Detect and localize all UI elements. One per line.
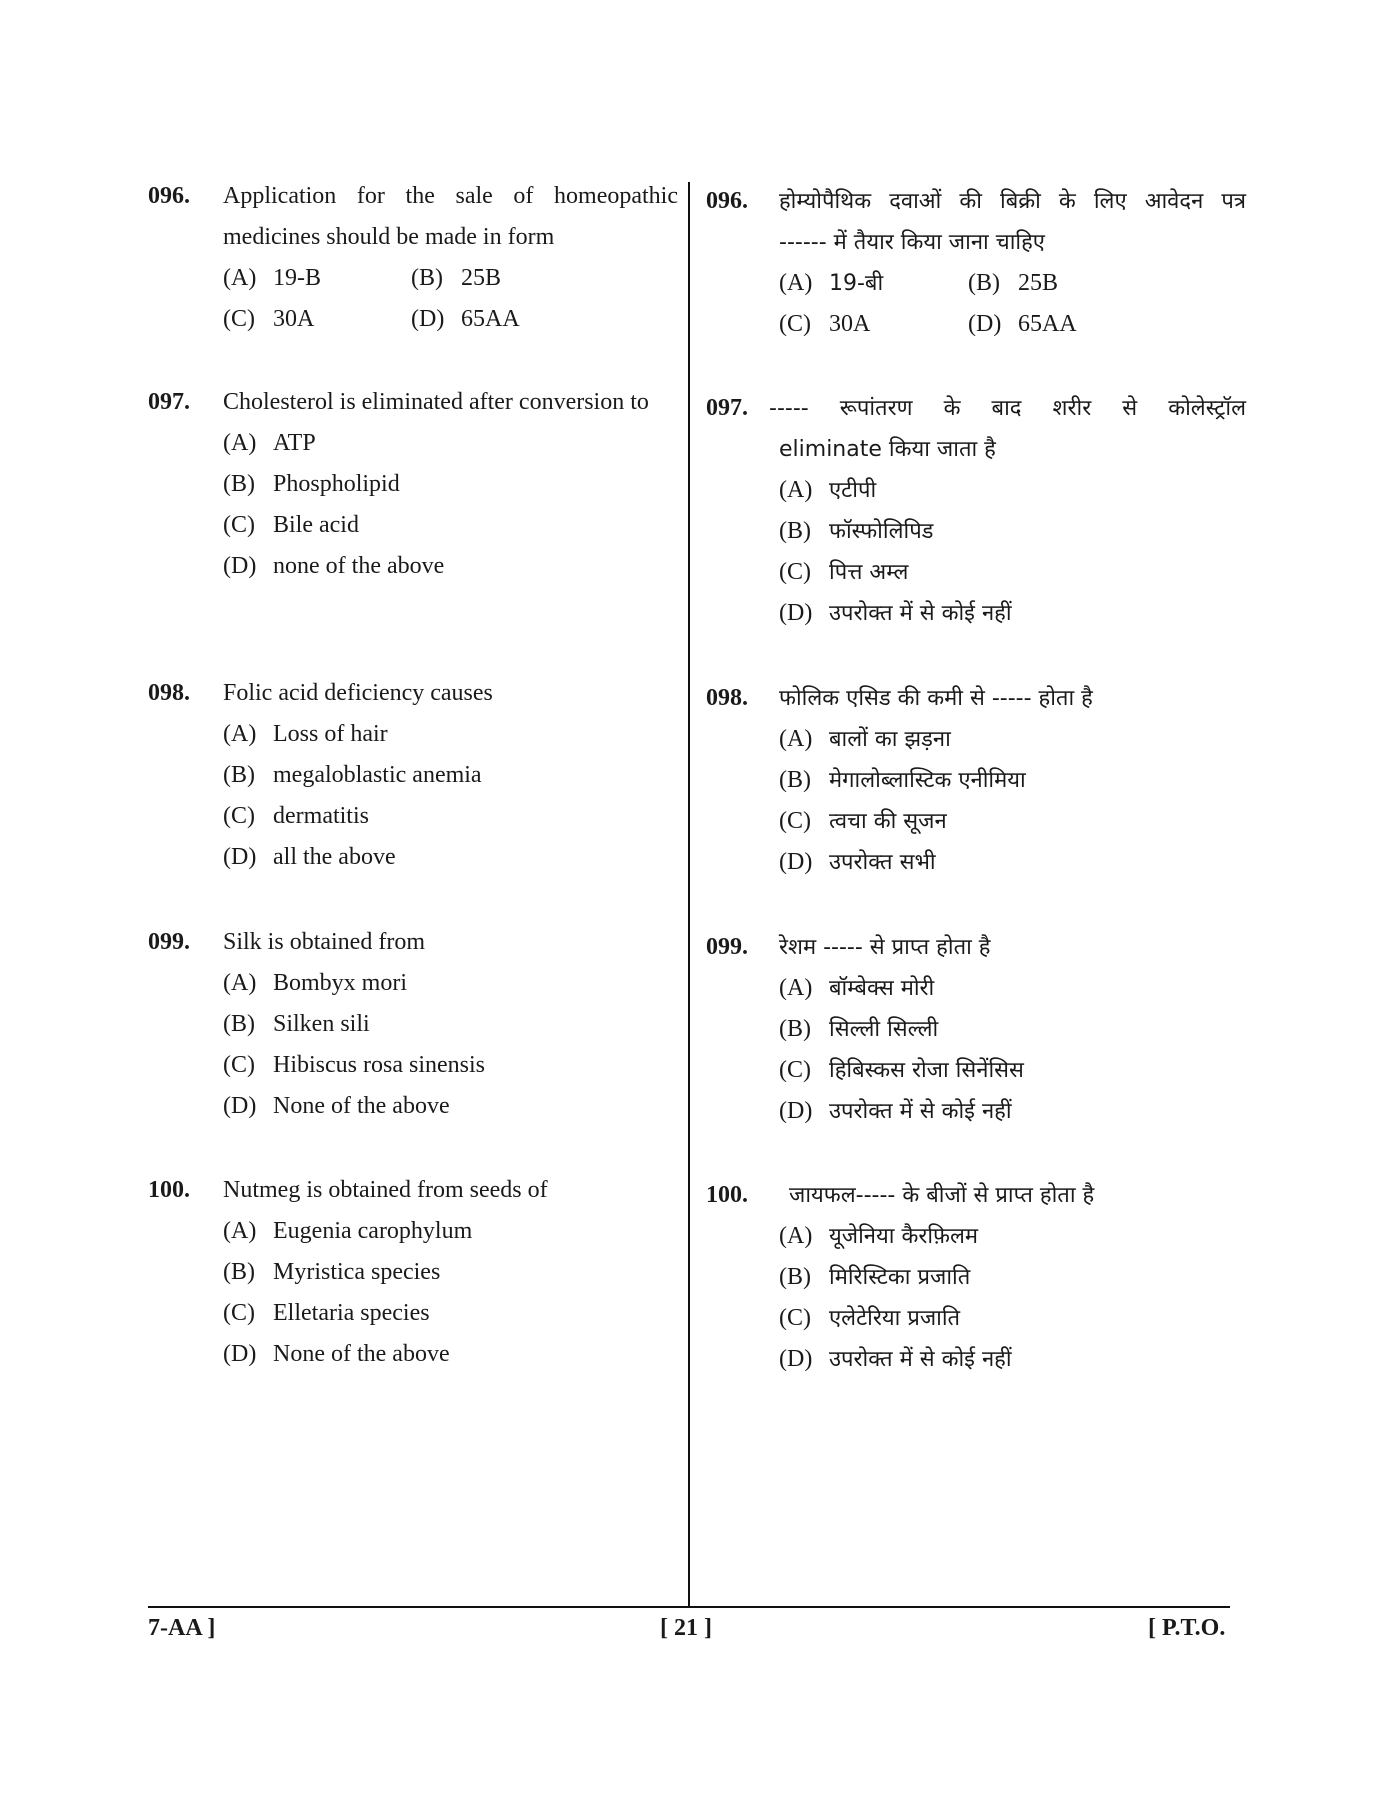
- option-d: (D) None of the above: [223, 1341, 450, 1367]
- option-d: (D) उपरोक्त में से कोई नहीं: [779, 1098, 1012, 1124]
- question-text: eliminate किया जाता है: [779, 437, 996, 462]
- option-d: (D) उपरोक्त सभी: [779, 849, 936, 875]
- option-a: (A) 19-B: [223, 265, 321, 291]
- option-c: (C) 30A: [779, 311, 871, 337]
- question-number: 099.: [706, 934, 748, 960]
- option-c: (C) Hibiscus rosa sinensis: [223, 1052, 485, 1078]
- option-c: (C) dermatitis: [223, 803, 369, 829]
- question-text: जायफल----- के बीजों से प्राप्त होता है: [789, 1183, 1095, 1208]
- option-b: (B) मेगालोब्लास्टिक एनीमिया: [779, 767, 1026, 793]
- option-d: (D) none of the above: [223, 553, 445, 579]
- question-text: Nutmeg is obtained from seeds of: [223, 1177, 548, 1203]
- option-d: (D) all the above: [223, 844, 396, 870]
- option-b: (B) Silken sili: [223, 1011, 370, 1037]
- booklet-code: 7-AA ]: [148, 1615, 216, 1641]
- question-text: रेशम ----- से प्राप्त होता है: [779, 935, 991, 960]
- option-a: (A) Bombyx mori: [223, 970, 408, 996]
- option-c: (C) त्वचा की सूजन: [779, 808, 947, 834]
- question-text: medicines should be made in form: [223, 224, 555, 250]
- question-text: होम्योपैथिक दवाओं की बिक्री के लिए आवेदन पत्र: [779, 189, 1246, 214]
- option-c: (C) पित्त अम्ल: [779, 559, 909, 585]
- question-number: 098.: [706, 685, 748, 711]
- question-number: 099.: [148, 929, 190, 955]
- option-c: (C) Elletaria species: [223, 1300, 430, 1326]
- option-b: (B) मिरिस्टिका प्रजाति: [779, 1264, 971, 1290]
- question-number: 100.: [706, 1182, 748, 1208]
- option-a: (A) बालों का झड़ना: [779, 726, 951, 752]
- question-text: Application for the sale of homeopathic: [223, 183, 678, 209]
- option-b: (B) 25B: [968, 270, 1059, 296]
- question-number: 096.: [148, 183, 190, 209]
- question-number: 100.: [148, 1177, 190, 1203]
- option-d: (D) उपरोक्त में से कोई नहीं: [779, 600, 1012, 626]
- option-a: (A) Eugenia carophylum: [223, 1218, 473, 1244]
- option-c: (C) एलेटेरिया प्रजाति: [779, 1305, 961, 1331]
- option-a: (A) एटीपी: [779, 477, 877, 503]
- question-text: Folic acid deficiency causes: [223, 680, 493, 706]
- option-a: (A) बॉम्बेक्स मोरी: [779, 975, 935, 1001]
- option-d: (D) None of the above: [223, 1093, 450, 1119]
- option-a: (A) Loss of hair: [223, 721, 388, 747]
- option-d: (D) 65AA: [968, 311, 1077, 337]
- option-c: (C) 30A: [223, 306, 315, 332]
- option-a: (A) 19-बी: [779, 270, 884, 296]
- question-text: Silk is obtained from: [223, 929, 425, 955]
- pto-label: [ P.T.O.: [1148, 1615, 1226, 1641]
- question-number: 096.: [706, 188, 748, 214]
- question-text: फोलिक एसिड की कमी से ----- होता है: [779, 686, 1093, 711]
- option-b: (B) फॉस्फोलिपिड: [779, 518, 934, 544]
- option-c: (C) Bile acid: [223, 512, 359, 538]
- question-number: 098.: [148, 680, 190, 706]
- option-b: (B) सिल्ली सिल्ली: [779, 1016, 939, 1042]
- option-b: (B) 25B: [411, 265, 502, 291]
- option-b: (B) Phospholipid: [223, 471, 400, 497]
- question-text: ----- रूपांतरण के बाद शरीर से कोलेस्ट्रॉल: [769, 396, 1246, 421]
- question-number: 097.: [706, 395, 748, 421]
- option-a: (A) यूजेनिया कैरफ़िलम: [779, 1223, 979, 1249]
- question-number: 097.: [148, 389, 190, 415]
- option-b: (B) megaloblastic anemia: [223, 762, 482, 788]
- option-d: (D) 65AA: [411, 306, 520, 332]
- option-a: (A) ATP: [223, 430, 316, 456]
- option-d: (D) उपरोक्त में से कोई नहीं: [779, 1346, 1012, 1372]
- column-divider: [688, 182, 690, 1606]
- option-b: (B) Myristica species: [223, 1259, 441, 1285]
- question-text: ------ में तैयार किया जाना चाहिए: [779, 230, 1045, 255]
- option-c: (C) हिबिस्कस रोजा सिनेंसिस: [779, 1057, 1024, 1083]
- page-number: [ 21 ]: [660, 1615, 712, 1641]
- question-text: Cholesterol is eliminated after conversion to: [223, 389, 649, 415]
